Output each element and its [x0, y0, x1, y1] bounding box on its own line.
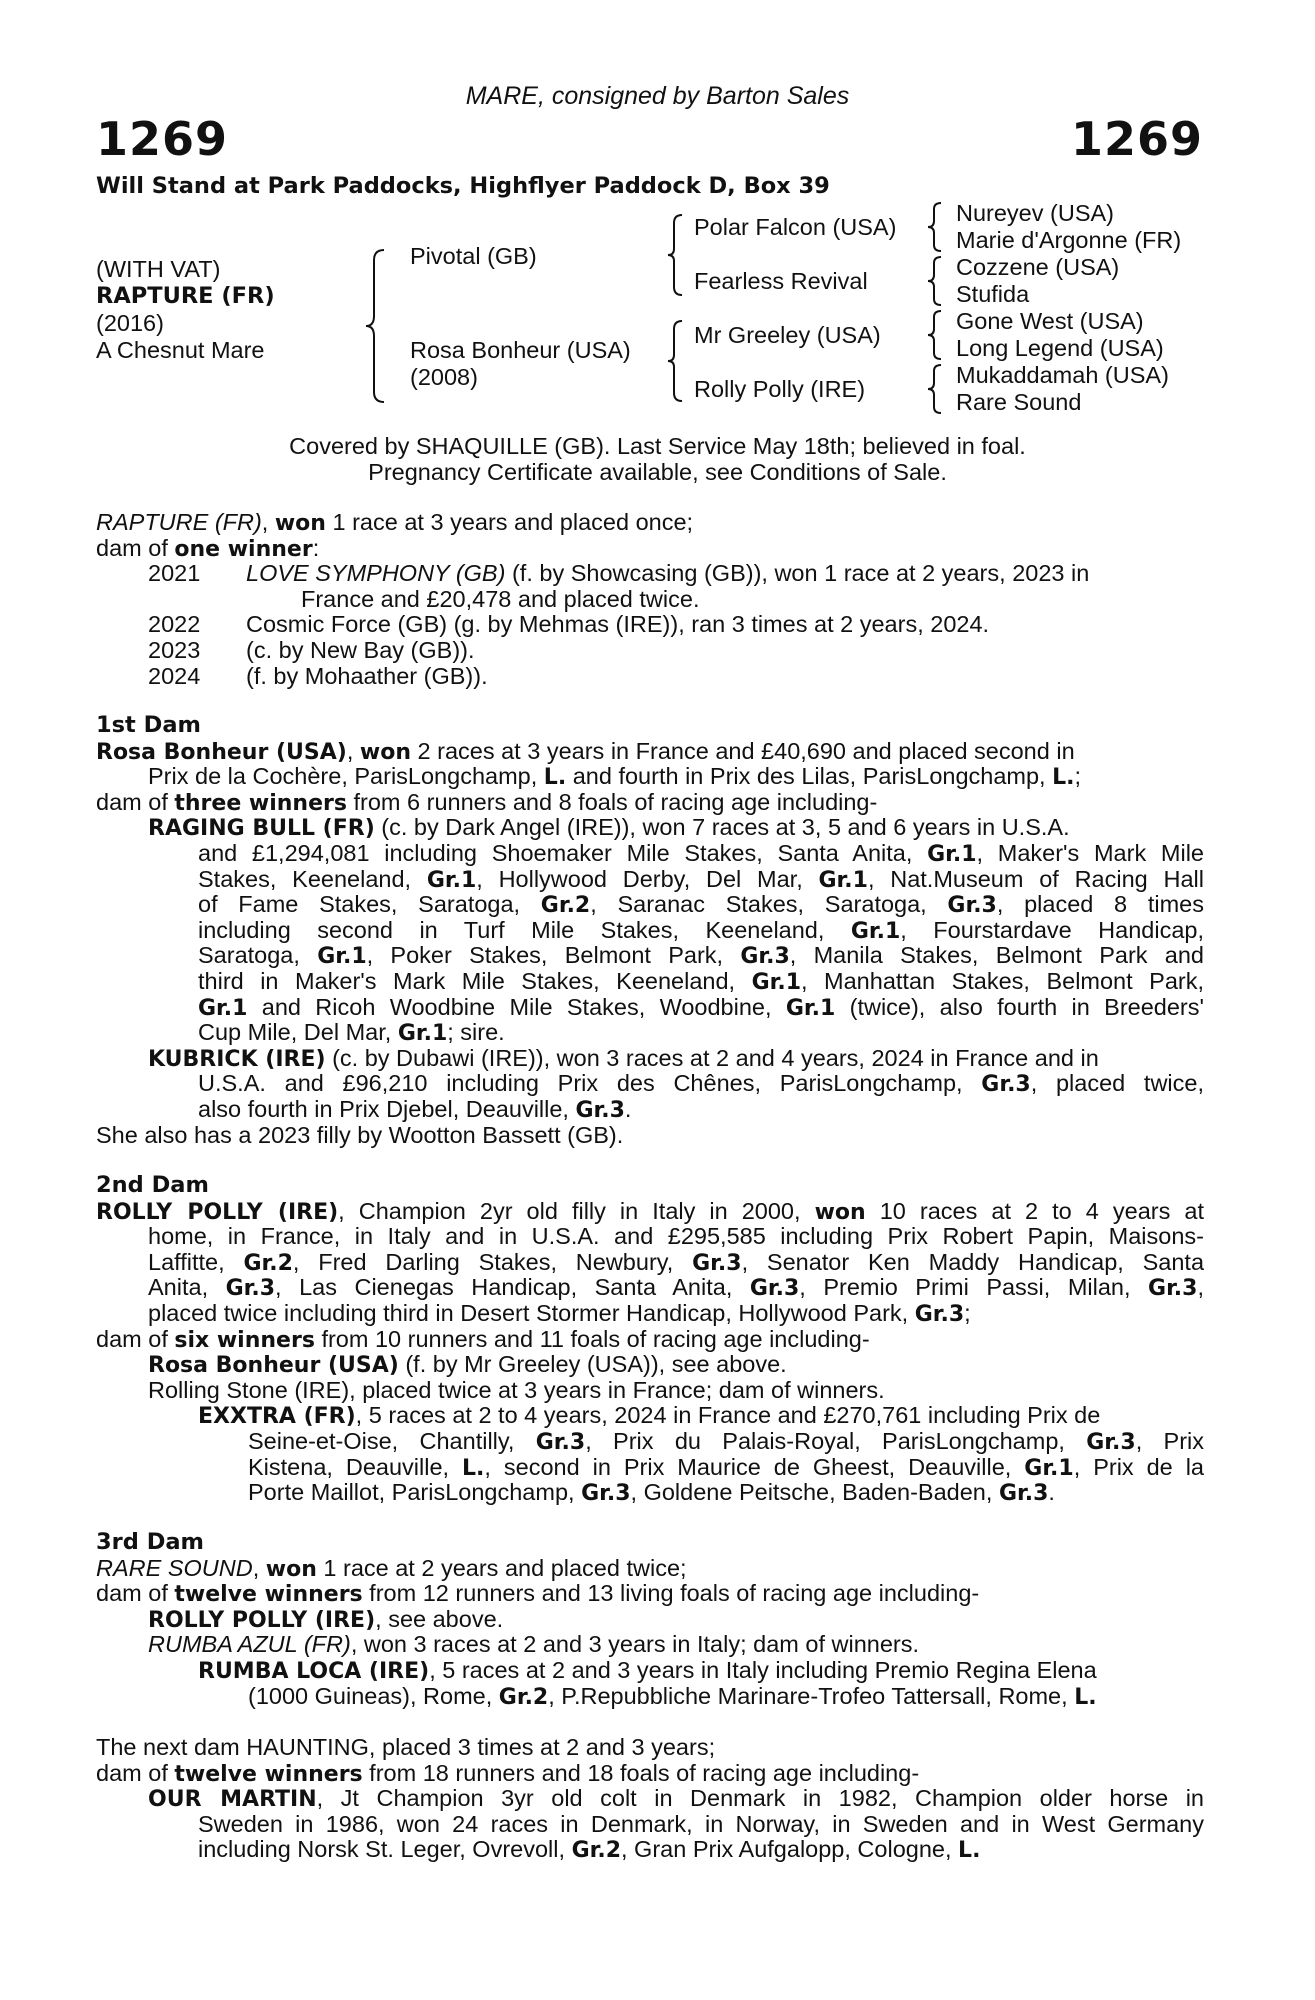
section-heading: 3rd Dam — [96, 1529, 204, 1555]
sd-sire: Cozzene (USA) — [956, 254, 1120, 280]
dam2-line: dam of six winners from 10 runners and 11 foals of racing age including- — [96, 1325, 870, 1353]
horse-year: (2016) — [96, 310, 164, 336]
dam-sire: Mr Greeley (USA) — [694, 322, 881, 348]
lot-number-left: 1269 — [96, 112, 229, 166]
second-dam-section — [96, 1173, 1204, 1506]
our-martin-line: including Norsk St. Leger, Ovrevoll, Gr.2, Gran Prix Aufgalopp, Cologne, L. — [198, 1836, 981, 1864]
raging-bull-line: Saratoga, Gr.1, Poker Stakes, Belmont Park, Gr.3, Manila Stakes, Belmont Park and — [198, 943, 1204, 969]
rolling-stone-line: Rolling Stone (IRE), placed twice at 3 years in France; dam of winners. — [148, 1376, 885, 1403]
ss-dam: Marie d'Argonne (FR) — [956, 227, 1182, 253]
next-dam-section — [96, 1735, 1204, 1863]
brace-dd — [926, 362, 946, 416]
foal-row: 2022 Cosmic Force (GB) (g. by Mehmas (IRE)), ran 3 times at 2 years, 2024. — [148, 611, 990, 638]
dd-dam: Rare Sound — [956, 389, 1082, 415]
horse-name: RAPTURE (FR) — [96, 283, 275, 309]
also-has-line: She also has a 2023 filly by Wootton Bassett (GB). — [96, 1121, 624, 1148]
vat-note: (WITH VAT) — [96, 256, 221, 282]
dam3-line: RARE SOUND, won 1 race at 2 years and placed twice; — [96, 1554, 687, 1582]
produce-record — [96, 510, 1204, 689]
dam2-line: Laffitte, Gr.2, Fred Darling Stakes, Newbury, Gr.3, Senator Ken Maddy Handicap, Santa — [148, 1249, 1204, 1276]
pedigree-brace-main — [364, 246, 390, 406]
section-heading: 2nd Dam — [96, 1172, 209, 1198]
brace-sire — [666, 212, 686, 298]
ss-sire: Nureyev (USA) — [956, 200, 1115, 226]
raging-bull-line: Stakes, Keeneland, Gr.1, Hollywood Derby, Del Mar, Gr.1, Nat.Museum of Racing Hall — [198, 866, 1204, 893]
exxtra-line: Seine-et-Oise, Chantilly, Gr.3, Prix du Palais-Royal, ParisLongchamp, Gr.3, Prix — [248, 1428, 1204, 1455]
certificate-line: Pregnancy Certificate available, see Conditions of Sale. — [368, 459, 947, 485]
haunting-line: The next dam HAUNTING, placed 3 times at 2 and 3 years; — [96, 1734, 716, 1760]
sire-dam: Fearless Revival — [694, 268, 868, 294]
exxtra-line: Porte Maillot, ParisLongchamp, Gr.3, Goldene Peitsche, Baden-Baden, Gr.3. — [248, 1479, 1055, 1507]
ds-dam: Long Legend (USA) — [956, 335, 1164, 361]
raging-bull-line: RAGING BULL (FR) (c. by Dark Angel (IRE)), won 7 races at 3, 5 and 6 years in U.S.A. — [148, 814, 1070, 842]
first-dam-section — [96, 713, 1204, 1148]
ds-sire: Gone West (USA) — [956, 308, 1144, 334]
brace-ss — [926, 200, 946, 254]
kubrick-line: U.S.A. and £96,210 including Prix des Chênes, ParisLongchamp, Gr.3, placed twice, — [198, 1071, 1204, 1097]
dam2-line: ROLLY POLLY (IRE), Champion 2yr old filly in Italy in 2000, won 10 races at 2 to 4 years at — [96, 1198, 1204, 1225]
raging-bull-line: and £1,294,081 including Shoemaker Mile Stakes, Santa Anita, Gr.1, Maker's Mark Mile — [198, 840, 1204, 867]
kubrick-line: KUBRICK (IRE) (c. by Dubawi (IRE)), won 3 races at 2 and 4 years, 2024 in France and in — [148, 1044, 1099, 1072]
rolly-polly-line: ROLLY POLLY (IRE), see above. — [148, 1605, 504, 1633]
our-martin-line: Sweden in 1986, won 24 races in Denmark, in Norway, in Sweden and in West Germany — [198, 1811, 1204, 1837]
our-martin-line: OUR MARTIN, Jt Champion 3yr old colt in Denmark in 1982, Champion older horse in — [148, 1786, 1204, 1812]
exxtra-line: Kistena, Deauville, L., second in Prix Maurice de Gheest, Deauville, Gr.1, Prix de la — [248, 1454, 1204, 1481]
rapture-record: RAPTURE (FR), won 1 race at 3 years and placed once; — [96, 509, 694, 536]
brace-sd — [926, 254, 946, 308]
lot-number-right: 1269 — [1070, 112, 1203, 166]
dam1-line: dam of three winners from 6 runners and 8 foals of racing age including- — [96, 788, 878, 816]
dam1-line: Rosa Bonheur (USA), won 2 races at 3 years in France and £40,690 and placed second in — [96, 737, 1075, 765]
sire-sire: Polar Falcon (USA) — [694, 214, 897, 240]
rapture-dam-of: dam of one winner: — [96, 534, 320, 562]
foal-row: 2024 (f. by Mohaather (GB)). — [148, 662, 488, 689]
foal-row: 2021 LOVE SYMPHONY (GB) (f. by Showcasing (GB)), won 1 race at 2 years, 2023 in — [148, 560, 1090, 587]
brace-dam — [666, 318, 686, 404]
dam1-line: Prix de la Cochère, ParisLongchamp, L. and fourth in Prix des Lilas, ParisLongchamp, L.; — [148, 763, 1082, 791]
exxtra-line: EXXTRA (FR), 5 races at 2 to 4 years, 2024 in France and £270,761 including Prix de — [198, 1402, 1101, 1430]
foal-row: 2023 (c. by New Bay (GB)). — [148, 636, 475, 663]
raging-bull-line: Gr.1 and Ricoh Woodbine Mile Stakes, Woodbine, Gr.1 (twice), also fourth in Breeders' — [198, 994, 1204, 1021]
consignor-line: MARE, consigned by Barton Sales — [465, 82, 850, 110]
sire: Pivotal (GB) — [410, 243, 537, 269]
sd-dam: Stufida — [956, 281, 1030, 307]
foal-row-cont: France and £20,478 and placed twice. — [301, 585, 700, 612]
kubrick-line: also fourth in Prix Djebel, Deauville, Gr.3. — [198, 1095, 632, 1123]
covered-note — [0, 433, 1315, 485]
horse-description: A Chesnut Mare — [96, 337, 265, 363]
dam-dam: Rolly Polly (IRE) — [694, 376, 866, 402]
raging-bull-line: including second in Turf Mile Stakes, Keeneland, Gr.1, Fourstardave Handicap, — [198, 917, 1204, 944]
raging-bull-line: third in Maker's Mark Mile Stakes, Keeneland, Gr.1, Manhattan Stakes, Belmont Park, — [198, 968, 1204, 995]
stand-location: Will Stand at Park Paddocks, Highflyer Paddock D, Box 39 — [96, 173, 830, 199]
dam4-line: dam of twelve winners from 18 runners and 18 foals of racing age including- — [96, 1759, 920, 1787]
rumba-loca-line: RUMBA LOCA (IRE), 5 races at 2 and 3 years in Italy including Premio Regina Elena — [198, 1656, 1097, 1684]
brace-ds — [926, 308, 946, 362]
dd-sire: Mukaddamah (USA) — [956, 362, 1169, 388]
dam2-line: placed twice including third in Desert Stormer Handicap, Hollywood Park, Gr.3; — [148, 1299, 971, 1327]
rosa-line: Rosa Bonheur (USA) (f. by Mr Greeley (USA)), see above. — [148, 1351, 787, 1379]
raging-bull-line: of Fame Stakes, Saratoga, Gr.2, Saranac Stakes, Saratoga, Gr.3, placed 8 times — [198, 892, 1204, 918]
dam3-line: dam of twelve winners from 12 runners and 13 living foals of racing age including- — [96, 1580, 980, 1608]
third-dam-section — [96, 1530, 1204, 1709]
rumba-azul-line: RUMBA AZUL (FR), won 3 races at 2 and 3 years in Italy; dam of winners. — [148, 1631, 920, 1658]
section-heading: 1st Dam — [96, 712, 201, 738]
dam2-line: home, in France, in Italy and in U.S.A. and £295,585 including Prix Robert Papin, Maisons- — [148, 1224, 1204, 1250]
dam2-line: Anita, Gr.3, Las Cienegas Handicap, Santa Anita, Gr.3, Premio Primi Passi, Milan, Gr.3, — [148, 1275, 1204, 1301]
rumba-loca-line: (1000 Guineas), Rome, Gr.2, P.Repubbliche Marinare-Trofeo Tattersall, Rome, L. — [248, 1682, 1097, 1710]
dam: Rosa Bonheur (USA) — [410, 337, 631, 363]
covered-line: Covered by SHAQUILLE (GB). Last Service May 18th; believed in foal. — [289, 433, 1026, 459]
raging-bull-line: Cup Mile, Del Mar, Gr.1; sire. — [198, 1019, 505, 1047]
dam-year: (2008) — [410, 364, 478, 390]
